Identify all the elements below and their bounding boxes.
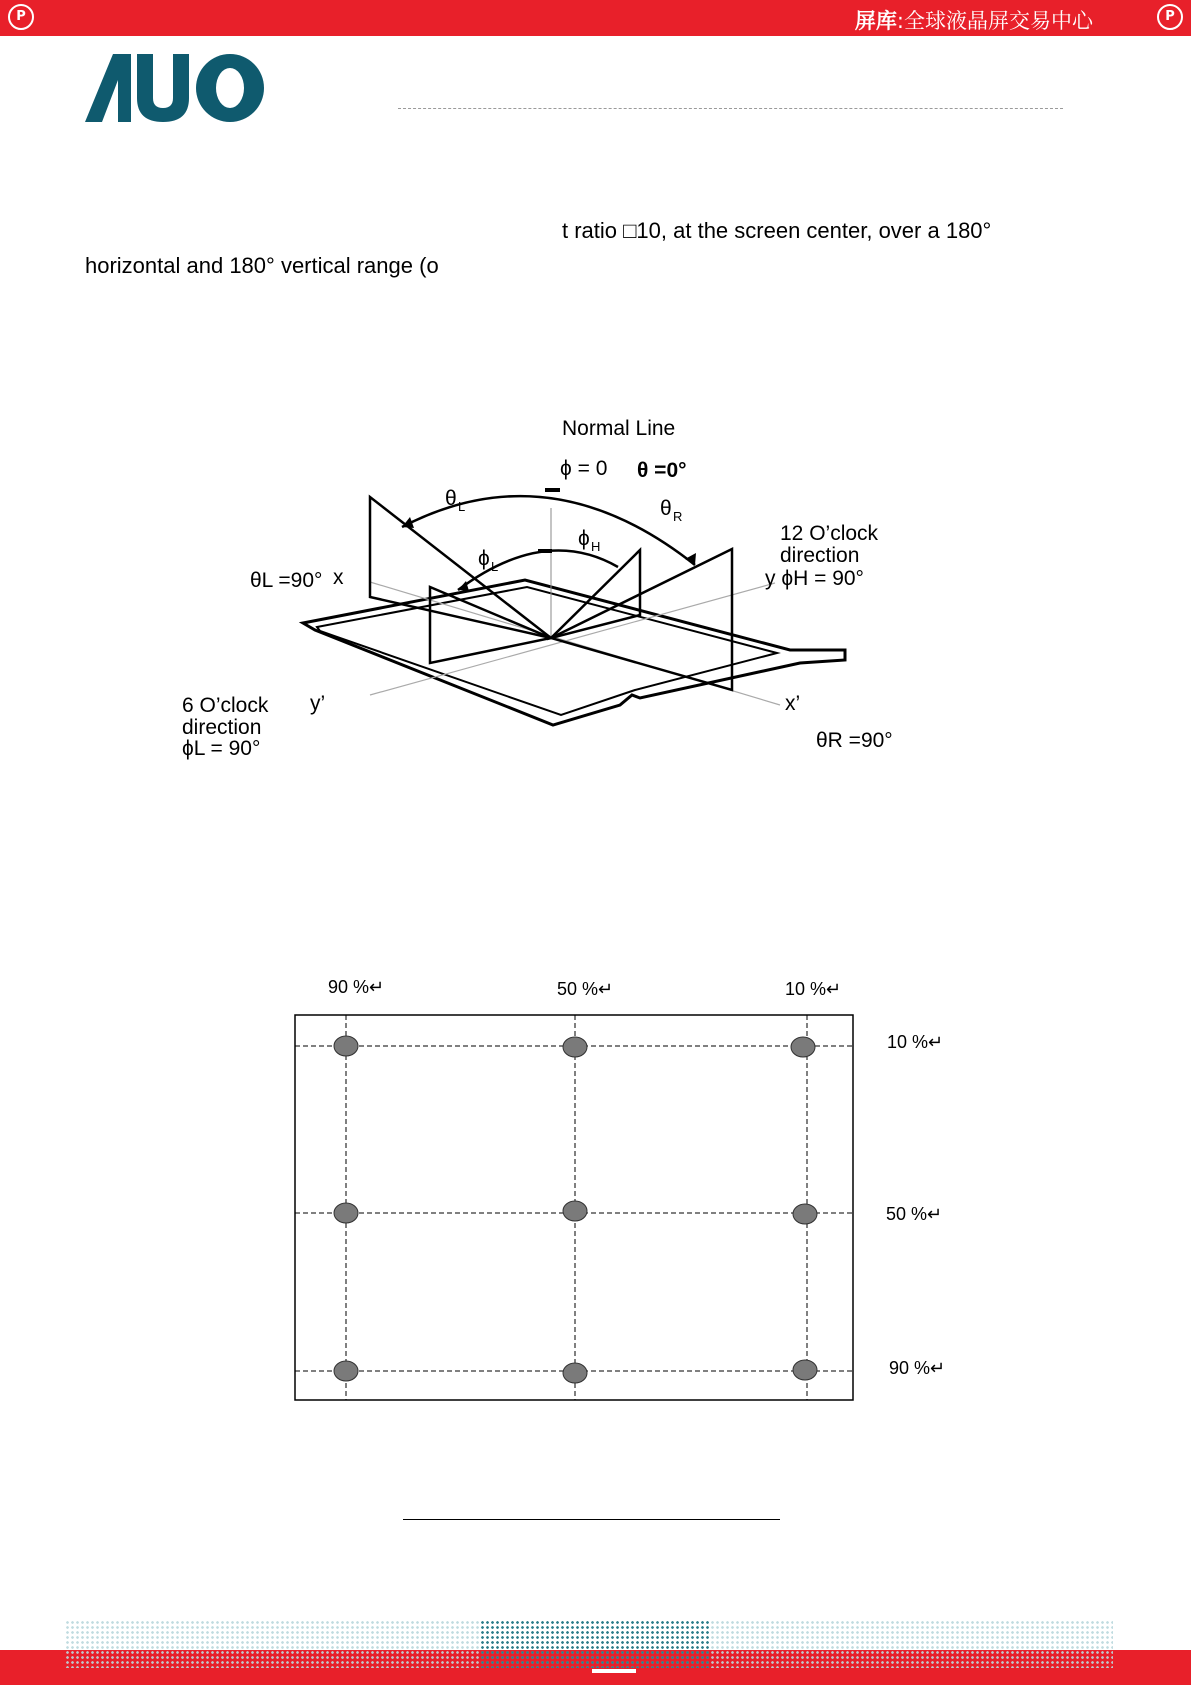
- measure-point: [334, 1036, 358, 1056]
- measurement-points-diagram: [270, 965, 970, 1410]
- top-label-10: 10 %↵: [785, 979, 842, 999]
- phi-h-label: ϕ: [578, 527, 590, 550]
- theta-l-label: θ: [445, 487, 457, 510]
- six-oclock-line3: ϕL = 90°: [182, 737, 261, 760]
- paragraph-line-2: horizontal and 180° vertical range (o: [85, 253, 439, 278]
- header-dashed-rule: [398, 108, 1063, 109]
- six-oclock-line2: direction: [182, 716, 262, 739]
- theta-l-90-label: θL =90°: [250, 569, 323, 592]
- phi-zero-label: ϕ = 0: [560, 457, 608, 480]
- site-brand[interactable]: [855, 5, 1093, 35]
- x-prime-label: x’: [785, 692, 801, 715]
- measure-point: [563, 1201, 587, 1221]
- theta-r-subscript: R: [673, 509, 683, 524]
- auo-logo: [85, 50, 267, 124]
- brand-tagline: :全球液晶屏交易中心: [896, 9, 1093, 33]
- measure-point: [334, 1203, 358, 1223]
- paragraph-line-1: t ratio □10, at the screen center, over a 180°: [562, 218, 992, 243]
- measure-point: [793, 1204, 817, 1224]
- normal-line-label: Normal Line: [562, 417, 676, 440]
- right-label-50: 50 %↵: [886, 1204, 943, 1224]
- right-label-90: 90 %↵: [889, 1358, 946, 1378]
- y-prime-label: y’: [310, 692, 326, 715]
- phi-h-subscript: H: [591, 539, 601, 554]
- phi-l-label: ϕ: [478, 547, 490, 570]
- bottom-tab: [592, 1669, 636, 1673]
- top-label-50: 50 %↵: [557, 979, 614, 999]
- top-label-90: 90 %↵: [328, 977, 385, 997]
- measure-point: [334, 1361, 358, 1381]
- footer-rule: [403, 1519, 780, 1520]
- twelve-oclock-line2: direction: [780, 544, 860, 567]
- x-axis-label: x: [333, 566, 344, 589]
- bottom-bar: [0, 1669, 1191, 1685]
- measure-point: [563, 1363, 587, 1383]
- theta-l-subscript: L: [458, 499, 466, 514]
- footer-dot-pattern-dark: [480, 1620, 710, 1668]
- twelve-oclock-line3: y ϕH = 90°: [765, 567, 864, 590]
- twelve-oclock-line1: 12 O’clock: [780, 522, 879, 545]
- theta-zero-label: θ =0°: [637, 459, 687, 482]
- six-oclock-line1: 6 O’clock: [182, 694, 269, 717]
- p-logo-icon: P: [8, 4, 34, 30]
- brand-name: 屏库: [854, 9, 897, 33]
- theta-r-90-label: θR =90°: [816, 729, 893, 752]
- theta-r-label: θ: [660, 497, 672, 520]
- viewing-angle-diagram: [140, 405, 1020, 810]
- top-banner: [0, 0, 1191, 36]
- phi-l-subscript: L: [491, 559, 499, 574]
- measure-point: [791, 1037, 815, 1057]
- measure-point: [563, 1037, 587, 1057]
- measure-point: [793, 1360, 817, 1380]
- p-logo-icon: P: [1157, 4, 1183, 30]
- right-label-10: 10 %↵: [887, 1032, 944, 1052]
